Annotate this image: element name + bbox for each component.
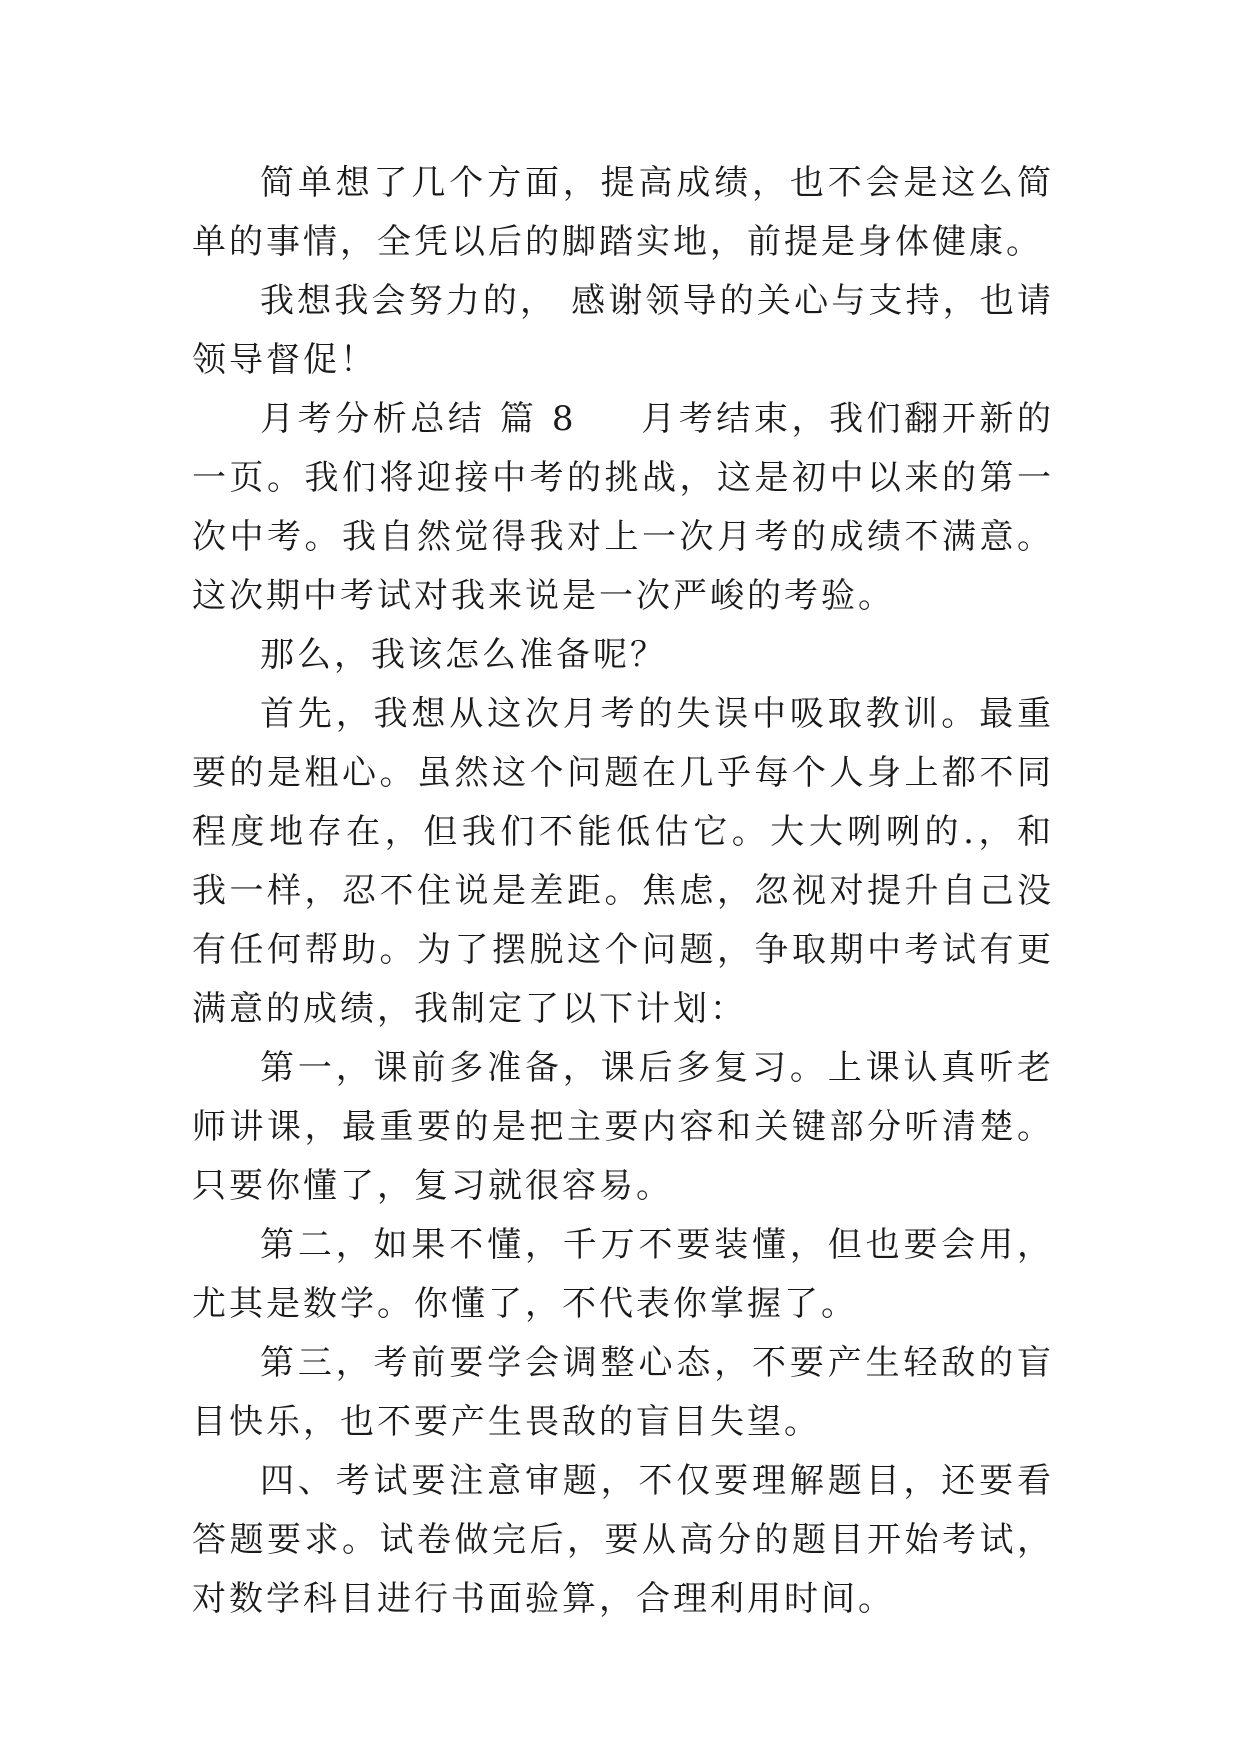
document-body — [192, 154, 1054, 1629]
section-title: 月考分析总结 篇 8 — [260, 399, 577, 439]
paragraph: 第一，课前多准备，课后多复习。上课认真听老师讲课，最重要的是把主要内容和关键部分听清楚。只要你懂了，复习就很容易。 — [192, 1048, 1054, 1206]
paragraph: 四、考试要注意审题，不仅要理解题目，还要看答题要求。试卷做完后，要从高分的题目开始考试，对数学科目进行书面验算，合理利用时间。 — [192, 1461, 1054, 1619]
paragraph: 首先，我想从这次月考的失误中吸取教训。最重要的是粗心。虽然这个问题在几乎每个人身上都不同程度地存在，但我们不能低估它。大大咧咧的.，和我一样，忍不住说是差距。焦虑，忽视对提升自己没有任何帮助。为了摆脱这个问题，争取期中考试有更满意的成绩，我制定了以下计划： — [192, 694, 1054, 1029]
paragraph: 第三，考前要学会调整心态，不要产生轻敌的盲目快乐，也不要产生畏敌的盲目失望。 — [192, 1343, 1054, 1442]
paragraph: 我想我会努力的， 感谢领导的关心与支持，也请领导督促！ — [192, 281, 1054, 380]
paragraph: 那么，我该怎么准备呢？ — [260, 635, 667, 675]
paragraph: 第二，如果不懂，千万不要装懂，但也要会用，尤其是数学。你懂了，不代表你掌握了。 — [192, 1225, 1054, 1324]
paragraph: 简单想了几个方面，提高成绩，也不会是这么简单的事情，全凭以后的脚踏实地，前提是身体健康。 — [192, 163, 1054, 262]
section-heading-paragraph — [192, 390, 1054, 626]
section-text: 月考结束，我们翻开新的一页。我们将迎接中考的挑战，这是初中以来的第一次中考。我自然觉得我对上一次月考的成绩不满意。这次期中考试对我来说是一次严峻的考验。 — [192, 399, 1055, 616]
